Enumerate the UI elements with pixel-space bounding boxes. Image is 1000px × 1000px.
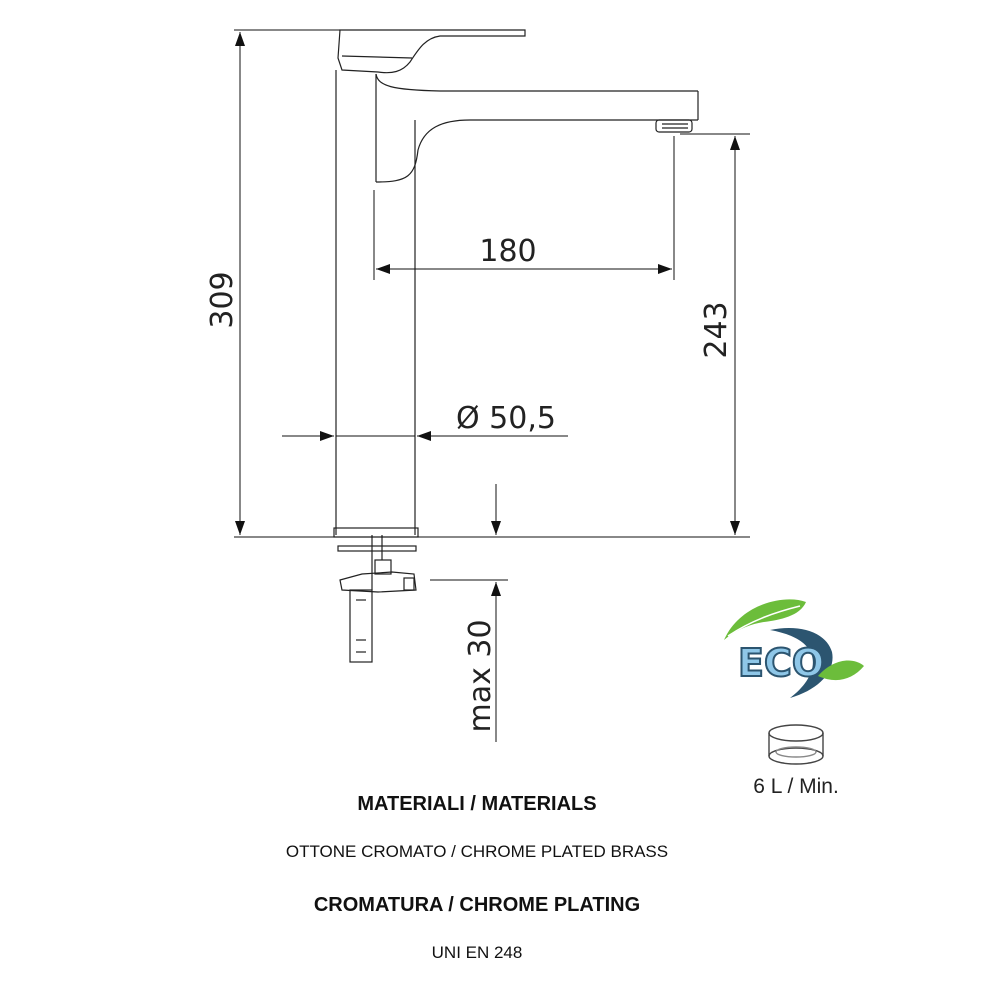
faucet-lever xyxy=(338,30,525,73)
washer xyxy=(338,546,416,551)
fixing-bracket xyxy=(340,572,416,592)
dim-243-label: 243 xyxy=(699,301,734,359)
plating-heading: CROMATURA / CHROME PLATING xyxy=(313,894,641,916)
dim-309-label: 309 xyxy=(205,271,240,329)
eco-label: ECO xyxy=(738,641,825,685)
eco-badge xyxy=(724,599,864,698)
aerator-icon xyxy=(769,725,823,764)
materials-value: OTTONE CROMATO / CHROME PLATED BRASS xyxy=(285,842,669,861)
dim-max30-label: max 30 xyxy=(463,619,498,733)
dim-180-label: 180 xyxy=(479,234,537,269)
base-ring xyxy=(334,528,418,537)
materials-heading: MATERIALI / MATERIALS xyxy=(357,793,597,815)
threaded-rod xyxy=(350,590,372,662)
flow-rate-label: 6 L / Min. xyxy=(753,775,839,798)
aerator xyxy=(656,120,692,132)
faucet-outline xyxy=(334,30,698,662)
plating-value: UNI EN 248 xyxy=(431,943,523,962)
dim-diameter-label: Ø 50,5 xyxy=(456,401,556,436)
